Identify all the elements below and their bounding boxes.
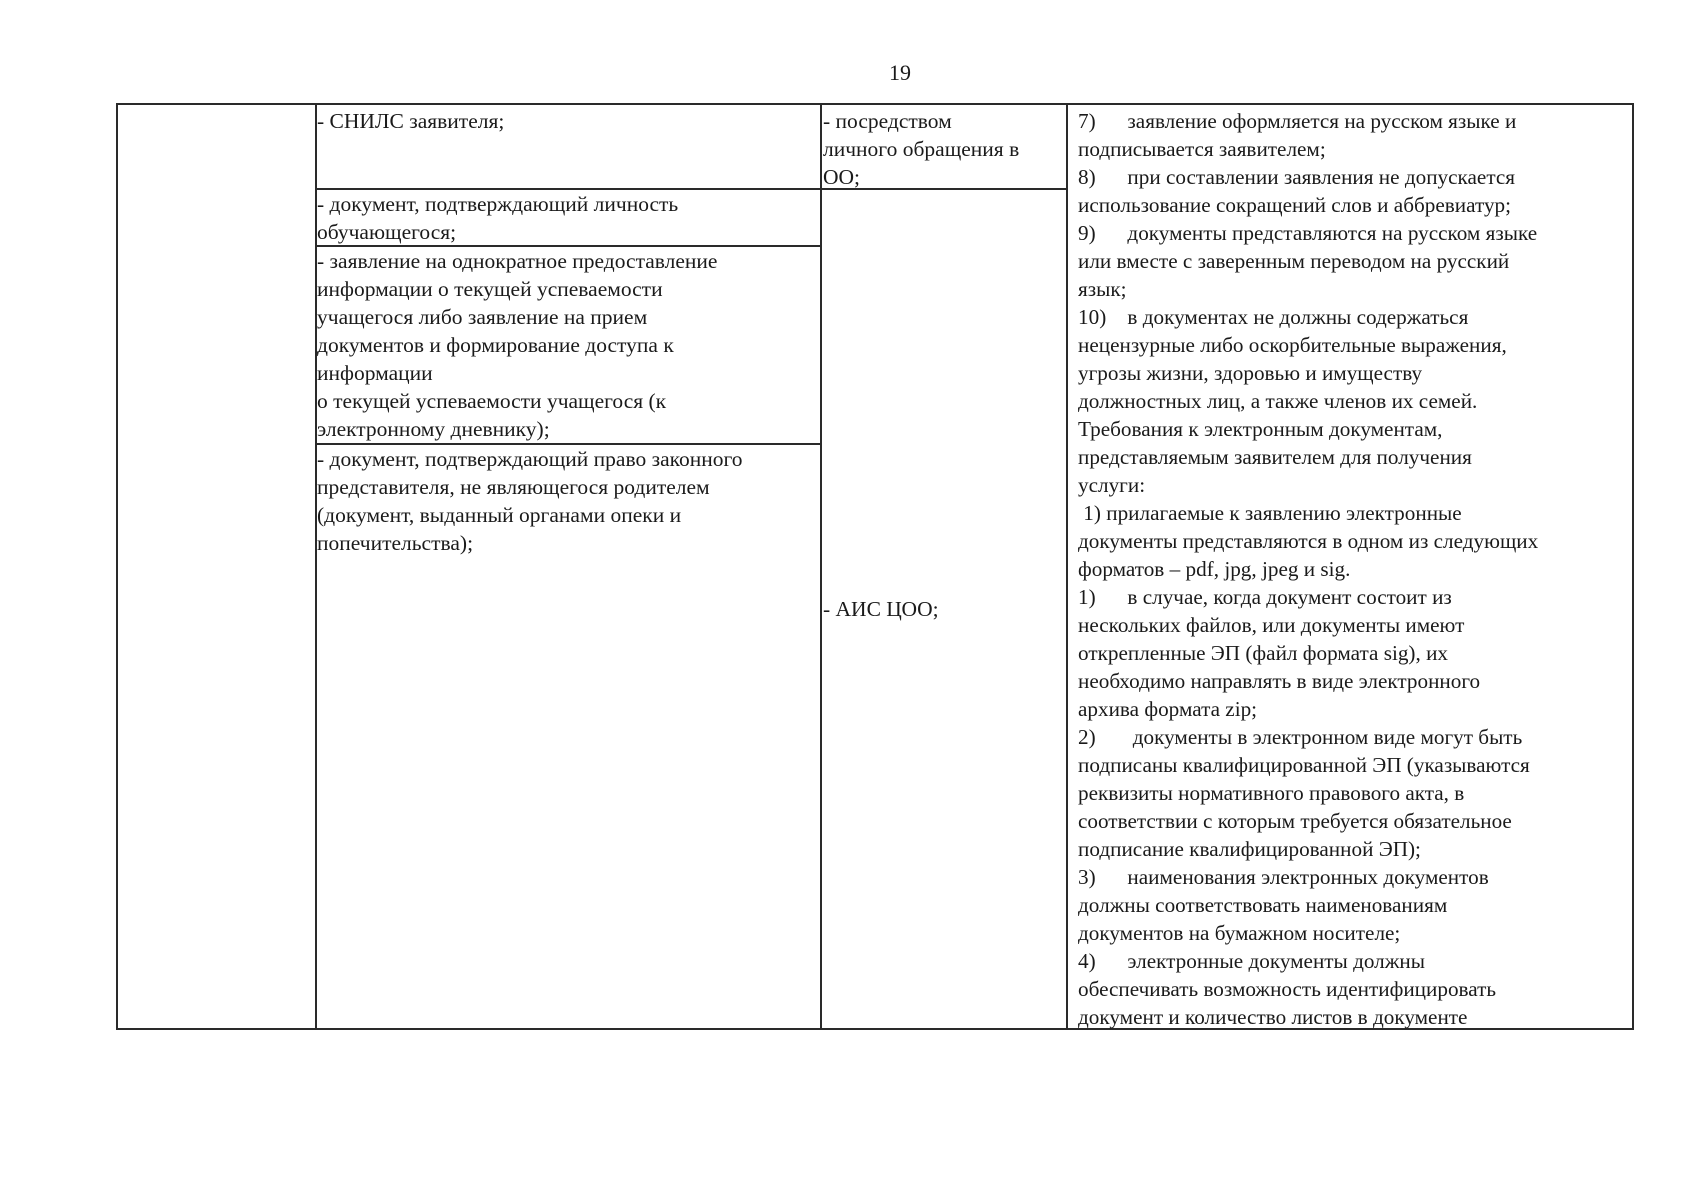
table-cell-document-representative: - документ, подтверждающий право законного представителя, не являющегося родителем (документ, выданный органами опеки и попечительства);	[317, 447, 743, 555]
table-border-left	[116, 103, 118, 1030]
table-cell-method-personal: - посредством личного обращения в ОО;	[823, 109, 1020, 189]
table-border-top	[116, 103, 1634, 105]
requirements-table	[116, 103, 1634, 1030]
table-cell-document-snils: - СНИЛС заявителя;	[317, 109, 505, 133]
table-cell-requirements: 7) заявление оформляется на русском языке и подписывается заявителем; 8) при составлении заявления не допускается использование сокращений слов и аббревиатур; 9) документы представляются на русском языке или вместе с заверенным переводом на русский язык; 10) в документах не должны содержаться нецензурные либо оскорбительные выражения, угрозы жизни, здоровью и имуществу должностных лиц, а также членов их семей. Требования к электронным документам, представляемым заявителем для получения услуги: 1) прилагаемые к заявлению электронные документы представляются в одном из следующих форматов – pdf, jpg, jpeg и sig. 1) в случае, когда документ состоит из нескольких файлов, или документы имеют открепленные ЭП (файл формата sig), их необходимо направлять в виде электронного архива формата zip; 2) документы в электронном виде могут быть подписаны квалифицированной ЭП (указываются реквизиты нормативного правового акта, в соответствии с которым требуется обязательное подписание квалифицированной ЭП); 3) наименования электронных документов должны соответствовать наименованиям документов на бумажном носителе; 4) электронные документы должны обеспечивать возможность идентифицировать документ и количество листов в документе	[1078, 109, 1539, 1029]
column-divider-3	[1066, 103, 1068, 1030]
table-cell-method-ais: - АИС ЦОО;	[823, 597, 939, 621]
page-number: 19	[889, 60, 911, 85]
table-cell-document-application: - заявление на однократное предоставление информации о текущей успеваемости учащегося либо заявление на прием документов и формирование доступа к информации о текущей успеваемости учащегося (к электронному дневнику);	[317, 249, 718, 441]
table-cell-document-identity: - документ, подтверждающий личность обучающегося;	[317, 192, 679, 244]
column-divider-2	[820, 103, 822, 1030]
